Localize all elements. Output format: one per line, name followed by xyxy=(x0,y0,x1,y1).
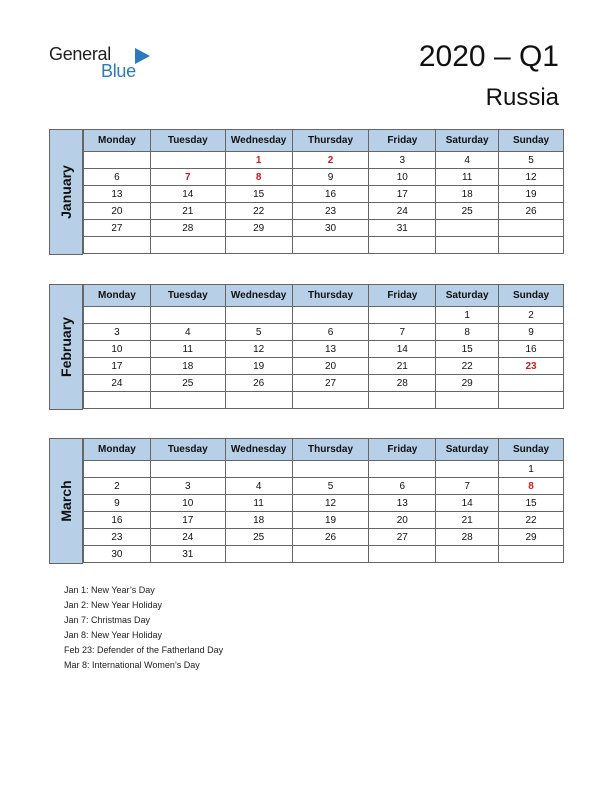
day-cell: 13 xyxy=(84,186,151,203)
month-label xyxy=(49,284,83,410)
day-cell xyxy=(292,392,369,409)
day-cell: 21 xyxy=(369,358,436,375)
day-cell xyxy=(499,375,564,392)
day-cell xyxy=(225,237,292,254)
day-cell: 25 xyxy=(225,529,292,546)
weekday-header: Wednesday xyxy=(225,285,292,307)
day-cell xyxy=(292,546,369,563)
month-block-february xyxy=(49,284,564,410)
day-cell: 7 xyxy=(150,169,225,186)
weekday-header: Thursday xyxy=(292,439,369,461)
week-row xyxy=(84,186,564,203)
day-cell xyxy=(292,461,369,478)
day-cell: 15 xyxy=(499,495,564,512)
calendar-table xyxy=(83,284,564,409)
day-cell xyxy=(150,152,225,169)
weekday-header: Friday xyxy=(369,130,436,152)
day-cell: 30 xyxy=(292,220,369,237)
day-cell xyxy=(369,392,436,409)
day-cell xyxy=(436,220,499,237)
weekday-header: Wednesday xyxy=(225,130,292,152)
day-cell: 14 xyxy=(369,341,436,358)
weekday-header: Saturday xyxy=(436,130,499,152)
day-cell: 5 xyxy=(499,152,564,169)
day-cell xyxy=(150,461,225,478)
weekday-header: Thursday xyxy=(292,130,369,152)
day-cell xyxy=(292,307,369,324)
day-cell: 9 xyxy=(292,169,369,186)
day-cell: 8 xyxy=(436,324,499,341)
week-row xyxy=(84,375,564,392)
holiday-note: Jan 1: New Year’s Day xyxy=(64,585,155,595)
day-cell: 14 xyxy=(150,186,225,203)
week-row xyxy=(84,358,564,375)
day-cell: 26 xyxy=(225,375,292,392)
day-cell: 22 xyxy=(225,203,292,220)
week-row xyxy=(84,478,564,495)
day-cell: 27 xyxy=(84,220,151,237)
week-row xyxy=(84,169,564,186)
weekday-header: Tuesday xyxy=(150,130,225,152)
day-cell: 21 xyxy=(150,203,225,220)
day-cell: 2 xyxy=(292,152,369,169)
weekday-header: Tuesday xyxy=(150,285,225,307)
day-cell xyxy=(150,237,225,254)
day-cell: 10 xyxy=(369,169,436,186)
day-cell: 31 xyxy=(150,546,225,563)
day-cell: 20 xyxy=(369,512,436,529)
day-cell xyxy=(150,307,225,324)
day-cell: 23 xyxy=(499,358,564,375)
week-row xyxy=(84,220,564,237)
day-cell: 6 xyxy=(292,324,369,341)
month-block-january xyxy=(49,129,564,255)
day-cell: 29 xyxy=(499,529,564,546)
week-row xyxy=(84,324,564,341)
page-title: 2020 – Q1 xyxy=(418,40,559,73)
weekday-header: Sunday xyxy=(499,285,564,307)
logo-text-blue: Blue xyxy=(101,61,136,81)
day-cell: 6 xyxy=(369,478,436,495)
day-cell: 9 xyxy=(84,495,151,512)
weekday-header: Monday xyxy=(84,439,151,461)
day-cell xyxy=(292,237,369,254)
day-cell xyxy=(84,152,151,169)
month-name: February xyxy=(58,317,74,377)
day-cell: 1 xyxy=(436,307,499,324)
day-cell: 8 xyxy=(225,169,292,186)
day-cell: 28 xyxy=(150,220,225,237)
day-cell: 16 xyxy=(84,512,151,529)
weekday-header: Thursday xyxy=(292,285,369,307)
day-cell xyxy=(369,237,436,254)
day-cell: 19 xyxy=(292,512,369,529)
weekday-header: Saturday xyxy=(436,439,499,461)
day-cell xyxy=(436,392,499,409)
day-cell: 17 xyxy=(150,512,225,529)
day-cell: 25 xyxy=(150,375,225,392)
day-cell: 20 xyxy=(84,203,151,220)
day-cell: 11 xyxy=(436,169,499,186)
day-cell: 20 xyxy=(292,358,369,375)
holiday-note: Jan 2: New Year Holiday xyxy=(64,600,163,610)
day-cell xyxy=(150,392,225,409)
day-cell: 19 xyxy=(225,358,292,375)
day-cell: 30 xyxy=(84,546,151,563)
day-cell xyxy=(499,237,564,254)
day-cell: 9 xyxy=(499,324,564,341)
day-cell: 25 xyxy=(436,203,499,220)
day-cell xyxy=(84,392,151,409)
day-cell: 6 xyxy=(84,169,151,186)
day-cell: 29 xyxy=(436,375,499,392)
day-cell: 15 xyxy=(436,341,499,358)
month-block-march xyxy=(49,438,564,564)
day-cell: 18 xyxy=(225,512,292,529)
day-cell xyxy=(225,307,292,324)
calendar-table xyxy=(83,438,564,563)
day-cell: 4 xyxy=(225,478,292,495)
holiday-notes xyxy=(64,583,223,673)
day-cell xyxy=(436,461,499,478)
month-name: January xyxy=(58,165,74,219)
day-cell: 17 xyxy=(84,358,151,375)
day-cell: 4 xyxy=(436,152,499,169)
day-cell: 26 xyxy=(292,529,369,546)
weekday-header: Friday xyxy=(369,285,436,307)
day-cell xyxy=(369,307,436,324)
day-cell: 12 xyxy=(225,341,292,358)
weekday-header: Tuesday xyxy=(150,439,225,461)
day-cell: 7 xyxy=(436,478,499,495)
week-row xyxy=(84,203,564,220)
day-cell: 10 xyxy=(84,341,151,358)
weekday-header: Sunday xyxy=(499,439,564,461)
day-cell xyxy=(499,546,564,563)
day-cell xyxy=(369,461,436,478)
week-row xyxy=(84,237,564,254)
month-label xyxy=(49,438,83,564)
day-cell xyxy=(499,220,564,237)
day-cell: 28 xyxy=(436,529,499,546)
generalblue-logo xyxy=(49,44,159,84)
day-cell: 4 xyxy=(150,324,225,341)
day-cell xyxy=(369,546,436,563)
week-row xyxy=(84,529,564,546)
day-cell: 1 xyxy=(225,152,292,169)
day-cell: 15 xyxy=(225,186,292,203)
day-cell: 31 xyxy=(369,220,436,237)
day-cell: 3 xyxy=(150,478,225,495)
week-row xyxy=(84,341,564,358)
week-row xyxy=(84,495,564,512)
day-cell xyxy=(84,237,151,254)
day-cell: 8 xyxy=(499,478,564,495)
week-row xyxy=(84,392,564,409)
day-cell xyxy=(436,546,499,563)
day-cell: 24 xyxy=(369,203,436,220)
day-cell xyxy=(225,546,292,563)
day-cell: 10 xyxy=(150,495,225,512)
day-cell: 18 xyxy=(436,186,499,203)
country-name: Russia xyxy=(485,84,559,111)
day-cell: 16 xyxy=(292,186,369,203)
day-cell xyxy=(225,461,292,478)
logo-text-general: General xyxy=(49,44,111,64)
calendar-table xyxy=(83,129,564,254)
day-cell: 2 xyxy=(499,307,564,324)
day-cell xyxy=(225,392,292,409)
day-cell: 23 xyxy=(292,203,369,220)
weekday-header: Monday xyxy=(84,130,151,152)
day-cell: 22 xyxy=(499,512,564,529)
day-cell: 17 xyxy=(369,186,436,203)
day-cell: 21 xyxy=(436,512,499,529)
week-row xyxy=(84,307,564,324)
day-cell: 1 xyxy=(499,461,564,478)
day-cell: 12 xyxy=(292,495,369,512)
day-cell: 13 xyxy=(292,341,369,358)
day-cell: 26 xyxy=(499,203,564,220)
day-cell: 27 xyxy=(369,529,436,546)
holiday-note: Jan 8: New Year Holiday xyxy=(64,630,163,640)
day-cell: 14 xyxy=(436,495,499,512)
day-cell: 18 xyxy=(150,358,225,375)
day-cell xyxy=(436,237,499,254)
day-cell: 11 xyxy=(225,495,292,512)
weekday-header: Saturday xyxy=(436,285,499,307)
day-cell: 22 xyxy=(436,358,499,375)
day-cell: 5 xyxy=(225,324,292,341)
day-cell: 27 xyxy=(292,375,369,392)
weekday-header: Sunday xyxy=(499,130,564,152)
week-row xyxy=(84,152,564,169)
weekday-header: Wednesday xyxy=(225,439,292,461)
day-cell: 29 xyxy=(225,220,292,237)
holiday-note: Mar 8: International Women’s Day xyxy=(64,660,200,670)
weekday-header: Monday xyxy=(84,285,151,307)
day-cell: 19 xyxy=(499,186,564,203)
day-cell: 13 xyxy=(369,495,436,512)
day-cell xyxy=(499,392,564,409)
weekday-header: Friday xyxy=(369,439,436,461)
day-cell: 11 xyxy=(150,341,225,358)
day-cell xyxy=(84,461,151,478)
day-cell: 24 xyxy=(150,529,225,546)
day-cell: 7 xyxy=(369,324,436,341)
day-cell: 24 xyxy=(84,375,151,392)
day-cell: 5 xyxy=(292,478,369,495)
logo-flag-icon xyxy=(135,48,150,64)
month-label xyxy=(49,129,83,255)
holiday-note: Jan 7: Christmas Day xyxy=(64,615,151,625)
week-row xyxy=(84,546,564,563)
week-row xyxy=(84,512,564,529)
week-row xyxy=(84,461,564,478)
day-cell: 12 xyxy=(499,169,564,186)
day-cell: 16 xyxy=(499,341,564,358)
holiday-note: Feb 23: Defender of the Fatherland Day xyxy=(64,645,224,655)
day-cell: 28 xyxy=(369,375,436,392)
month-name: March xyxy=(58,480,74,522)
day-cell xyxy=(84,307,151,324)
day-cell: 3 xyxy=(369,152,436,169)
day-cell: 3 xyxy=(84,324,151,341)
day-cell: 23 xyxy=(84,529,151,546)
day-cell: 2 xyxy=(84,478,151,495)
